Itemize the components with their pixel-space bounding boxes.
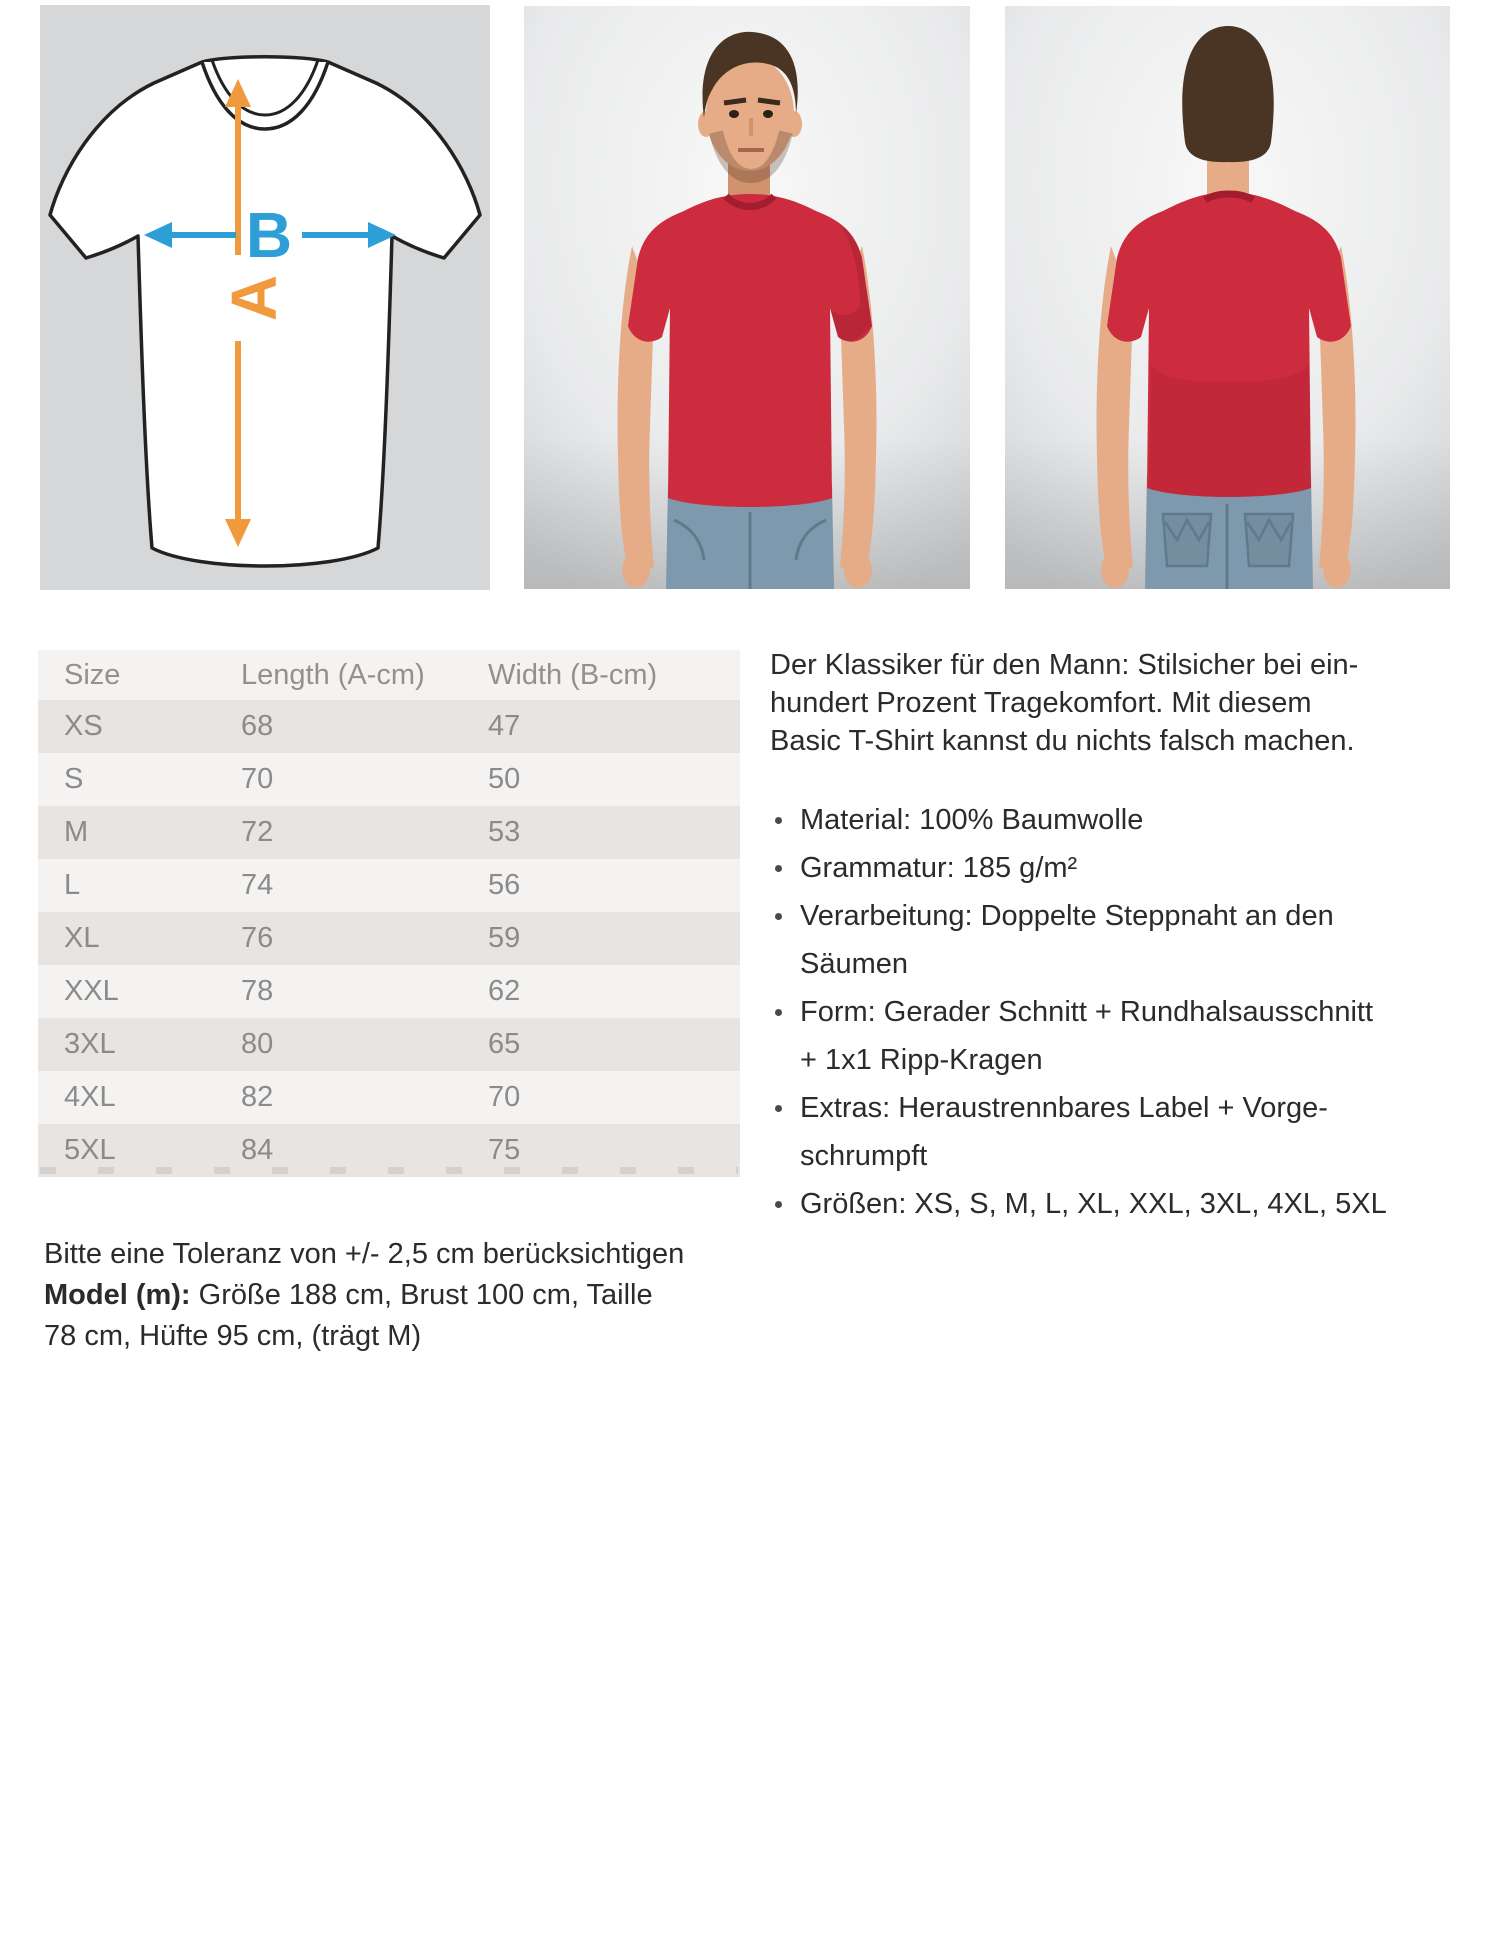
intro-line: hundert Prozent Tragekomfort. Mit diesem (770, 687, 1312, 719)
size-cell: 5XL (38, 1124, 240, 1177)
spec-bullet-item (770, 892, 1387, 988)
bullet-dot-icon (775, 1201, 782, 1208)
spec-line: Säumen (800, 948, 909, 980)
length-cell: 82 (240, 1071, 487, 1124)
hair-back (1182, 26, 1273, 162)
column-header-width: Width (B-cm) (487, 650, 740, 700)
model-front-photo (524, 5, 970, 590)
description-intro (770, 646, 1387, 760)
length-cell: 78 (240, 965, 487, 1018)
model-back-photo (1005, 5, 1450, 590)
spec-line: Form: Gerader Schnitt + Rundhalsausschnitt (800, 996, 1374, 1028)
size-table-row (38, 912, 740, 965)
size-cell: 4XL (38, 1071, 240, 1124)
back-shading (1149, 366, 1311, 497)
width-cell: 62 (487, 965, 740, 1018)
tolerance-note: Bitte eine Toleranz von +/- 2,5 cm berücksichtigen (44, 1238, 685, 1270)
size-cell: 3XL (38, 1018, 240, 1071)
spec-bullet-item (770, 988, 1387, 1084)
width-cell: 56 (487, 859, 740, 912)
size-diagram-image (40, 5, 490, 590)
model-label: Model (m): (44, 1279, 191, 1311)
model-measurements: Größe 188 cm, Brust 100 cm, Taille (190, 1279, 653, 1311)
bullet-dot-icon (775, 1009, 782, 1016)
spec-bullet-item (770, 1084, 1387, 1180)
model-info-line1 (44, 1275, 684, 1316)
measurement-notes (44, 1234, 684, 1357)
spec-line: Grammatur: 185 g/m² (800, 852, 1078, 884)
spec-line: Größen: XS, S, M, L, XL, XXL, 3XL, 4XL, 5XL (800, 1188, 1387, 1220)
width-cell: 47 (487, 700, 740, 753)
bullet-dot-icon (775, 1105, 782, 1112)
tshirt-measurement-diagram (40, 5, 490, 590)
size-table (38, 650, 740, 1177)
model-info-line2: 78 cm, Hüfte 95 cm, (trägt M) (44, 1320, 422, 1352)
length-cell: 76 (240, 912, 487, 965)
product-description (770, 646, 1387, 1228)
length-cell: 70 (240, 753, 487, 806)
size-table-row (38, 753, 740, 806)
length-cell: 74 (240, 859, 487, 912)
spec-bullet-item (770, 796, 1387, 844)
spec-line: Extras: Heraustrennbares Label + Vorge- (800, 1092, 1328, 1124)
size-table-row (38, 806, 740, 859)
length-cell: 72 (240, 806, 487, 859)
size-table-row (38, 700, 740, 753)
spec-line: Material: 100% Baumwolle (800, 804, 1144, 836)
size-cell: XS (38, 700, 240, 753)
bullet-dot-icon (775, 817, 782, 824)
length-cell: 68 (240, 700, 487, 753)
length-cell: 80 (240, 1018, 487, 1071)
spec-line: schrumpft (800, 1140, 928, 1172)
length-cell: 84 (240, 1124, 487, 1177)
width-cell: 59 (487, 912, 740, 965)
width-cell: 65 (487, 1018, 740, 1071)
model-back-illustration (1005, 5, 1450, 590)
model-front-illustration (524, 5, 970, 590)
size-table-header-row (38, 650, 740, 700)
size-table-row (38, 1018, 740, 1071)
bullet-dot-icon (775, 913, 782, 920)
spec-list (770, 796, 1387, 1228)
size-cell: M (38, 806, 240, 859)
size-cell: XXL (38, 965, 240, 1018)
cropped-row-sliver (40, 1167, 738, 1174)
column-header-length: Length (A-cm) (240, 650, 487, 700)
column-header-size: Size (38, 650, 240, 700)
width-cell: 53 (487, 806, 740, 859)
intro-line: Der Klassiker für den Mann: Stilsicher bei ein- (770, 649, 1359, 681)
bullet-dot-icon (775, 865, 782, 872)
size-table-row (38, 1071, 740, 1124)
size-table-row (38, 965, 740, 1018)
size-cell: L (38, 859, 240, 912)
size-table-row (38, 859, 740, 912)
width-cell: 70 (487, 1071, 740, 1124)
measure-label-a: A (218, 274, 290, 322)
width-cell: 75 (487, 1124, 740, 1177)
size-cell: XL (38, 912, 240, 965)
spec-line: + 1x1 Ripp-Kragen (800, 1044, 1043, 1076)
spec-bullet-item (770, 844, 1387, 892)
size-cell: S (38, 753, 240, 806)
spec-bullet-item (770, 1180, 1387, 1228)
width-cell: 50 (487, 753, 740, 806)
intro-line: Basic T-Shirt kannst du nichts falsch machen. (770, 725, 1355, 757)
spec-line: Verarbeitung: Doppelte Steppnaht an den (800, 900, 1334, 932)
measure-label-b: B (245, 199, 293, 271)
